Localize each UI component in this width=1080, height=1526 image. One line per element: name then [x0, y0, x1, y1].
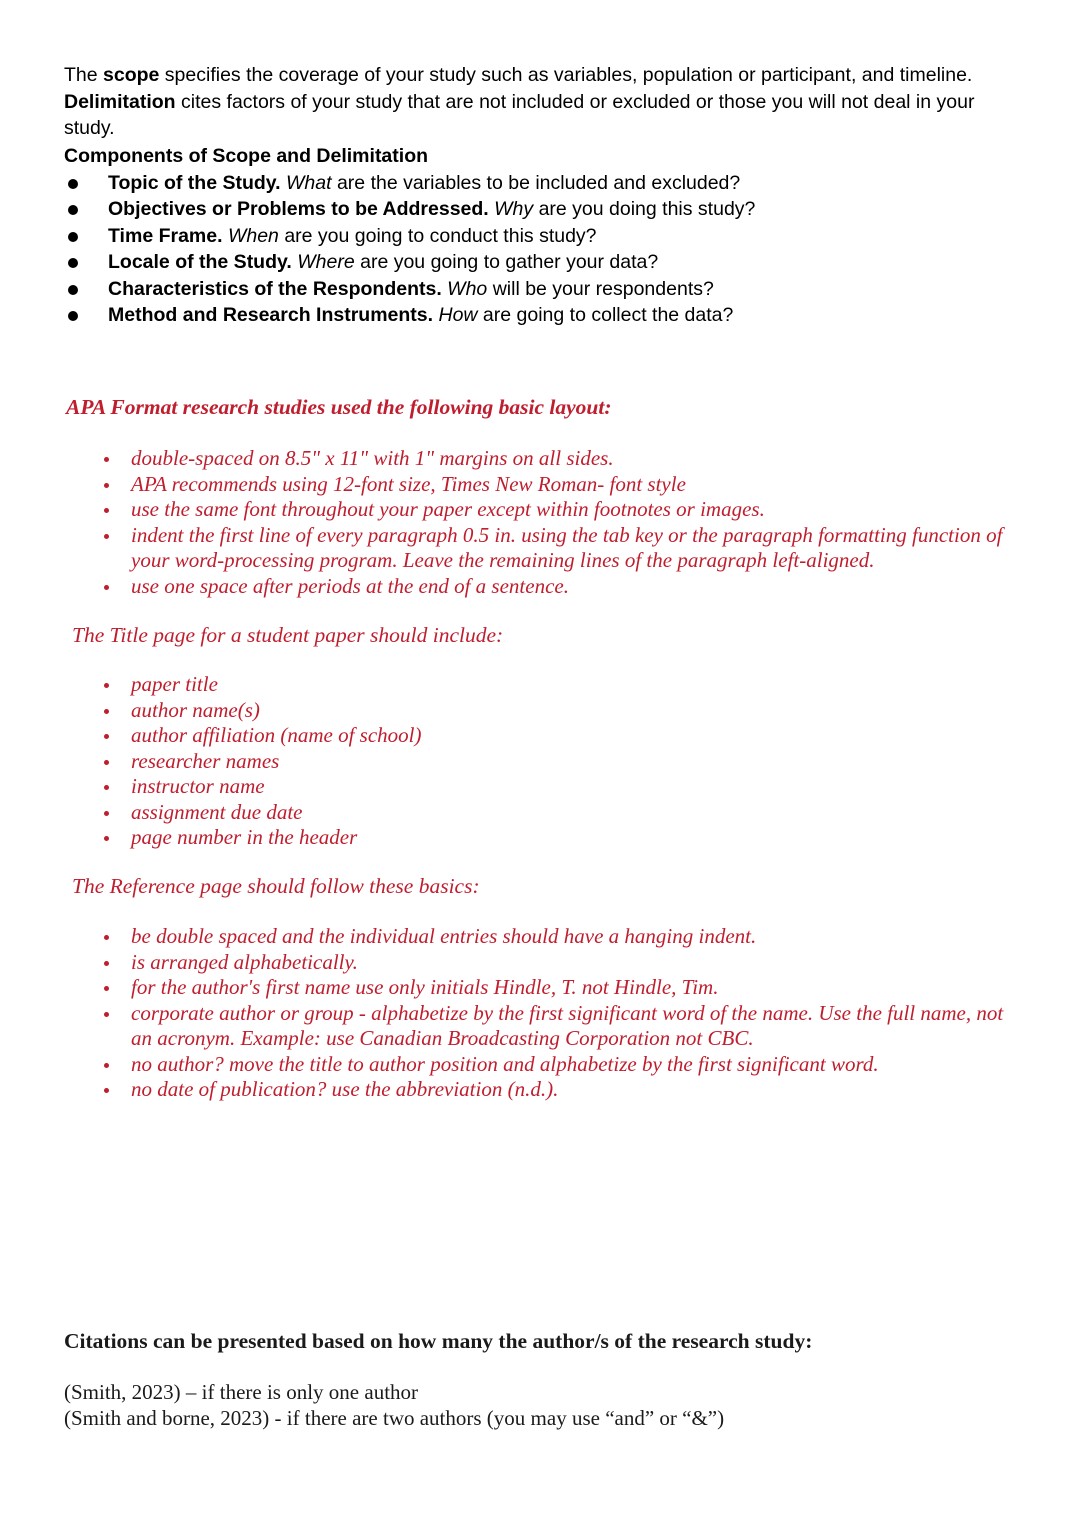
title-page-heading: The Title page for a student paper should include: — [72, 623, 504, 647]
bullet-icon — [104, 508, 109, 513]
component-question-word: Where — [297, 251, 355, 273]
bullet-icon — [68, 311, 78, 321]
list-item-text: APA recommends using 12-font size, Times New Roman- font style — [131, 471, 686, 496]
bullet-icon — [68, 258, 78, 268]
bullet-icon — [68, 285, 78, 295]
list-item — [64, 223, 1016, 250]
component-rest: are you doing this study? — [533, 198, 756, 220]
reference-page-heading: The Reference page should follow these basics: — [72, 874, 480, 898]
delimitation-term: Delimitation — [64, 90, 176, 113]
list-item — [64, 1052, 1024, 1078]
list-item-text: instructor name — [131, 774, 265, 798]
list-item — [64, 472, 1024, 498]
apa-layout-section — [64, 394, 1024, 599]
list-item — [64, 774, 1024, 800]
list-item-text: corporate author or group - alphabetize by the first significant word of the name. Use the full name, not an acronym. Example: use Canadian Broadcasting Corporation not CBC. — [131, 1000, 1004, 1050]
list-item — [64, 950, 1024, 976]
apa-layout-heading: APA Format research studies used the following basic layout: — [66, 395, 612, 419]
bullet-icon — [104, 734, 109, 739]
bullet-icon — [104, 986, 109, 991]
list-item-text: paper title — [131, 672, 218, 696]
list-item — [64, 672, 1024, 698]
component-rest: are you going to conduct this study? — [278, 224, 597, 247]
bullet-icon — [104, 1088, 109, 1093]
component-lead: Objectives or Problems to be Addressed. — [108, 198, 489, 220]
list-item — [64, 723, 1024, 749]
delimitation-rest: cites factors of your study that are not included or excluded or those you will not deal in your study. — [64, 90, 975, 139]
bullet-icon — [68, 232, 78, 242]
bullet-icon — [104, 534, 109, 539]
list-item — [64, 574, 1024, 600]
list-item-text: use the same font throughout your paper except within footnotes or images. — [131, 497, 765, 521]
bullet-icon — [104, 935, 109, 940]
list-item-text: use one space after periods at the end of a sentence. — [131, 573, 569, 598]
bullet-icon — [104, 961, 109, 966]
components-heading: Components of Scope and Delimitation — [64, 144, 429, 167]
list-item — [64, 196, 1016, 223]
bullet-icon — [68, 179, 78, 189]
component-lead: Characteristics of the Respondents. — [108, 277, 442, 300]
component-question-word: Why — [494, 198, 534, 220]
list-item-text: no author? move the title to author position and alphabetize by the first significant word. — [131, 1051, 879, 1076]
list-item — [64, 825, 1024, 851]
bullet-icon — [104, 585, 109, 590]
list-item — [64, 698, 1024, 724]
bullet-icon — [104, 709, 109, 714]
bullet-icon — [104, 836, 109, 841]
bullet-icon — [104, 483, 109, 488]
list-item — [64, 975, 1024, 1001]
scope-prefix: The — [64, 64, 104, 86]
scope-term: scope — [103, 64, 160, 86]
bullet-icon — [68, 205, 78, 215]
scope-rest: specifies the coverage of your study such as variables, population or participant, and timeline. — [159, 64, 973, 86]
component-lead: Method and Research Instruments. — [108, 304, 434, 326]
bullet-icon — [104, 1012, 109, 1017]
citation-line: (Smith, 2023) – if there is only one author — [64, 1380, 419, 1404]
list-item-text: page number in the header — [131, 825, 358, 849]
reference-page-list — [64, 924, 1024, 1103]
list-item — [64, 749, 1024, 775]
bullet-icon — [104, 1063, 109, 1068]
list-item — [64, 523, 1024, 574]
list-item-text: assignment due date — [131, 799, 303, 824]
bullet-icon — [104, 683, 109, 688]
list-item-text: be double spaced and the individual entries should have a hanging indent. — [131, 924, 757, 948]
component-question-word: Who — [447, 277, 488, 300]
list-item-text: indent the first line of every paragraph 0.5 in. using the tab key or the paragraph formatting function of your word-processing program. Leave the remaining lines of the paragraph left-aligned. — [131, 522, 1003, 572]
component-question-word: What — [286, 171, 332, 194]
component-lead: Time Frame. — [108, 224, 223, 247]
citation-line: (Smith and borne, 2023) - if there are two authors (you may use “and” or “&”) — [64, 1405, 725, 1430]
scope-paragraph — [64, 62, 1016, 89]
component-rest: will be your respondents? — [487, 277, 714, 300]
list-item — [64, 1077, 1024, 1103]
list-item-text: double-spaced on 8.5" x 11" with 1" margins on all sides. — [131, 446, 614, 470]
list-item — [64, 249, 1016, 276]
list-item — [64, 497, 1024, 523]
list-item — [64, 800, 1024, 826]
list-item — [64, 302, 1016, 329]
list-item — [64, 276, 1016, 303]
list-item-text: is arranged alphabetically. — [131, 949, 358, 974]
list-item-text: no date of publication? use the abbreviation (n.d.). — [131, 1077, 559, 1101]
scope-delimitation-section — [64, 62, 1016, 329]
component-question-word: How — [438, 304, 478, 326]
citations-heading: Citations can be presented based on how many the author/s of the research study: — [64, 1329, 813, 1353]
list-item-text: for the author's first name use only initials Hindle, T. not Hindle, Tim. — [131, 975, 719, 999]
bullet-icon — [104, 760, 109, 765]
component-rest: are you going to gather your data? — [354, 251, 659, 273]
list-item — [64, 170, 1016, 197]
component-lead: Topic of the Study. — [108, 171, 281, 194]
apa-layout-list — [64, 446, 1024, 599]
component-rest: are the variables to be included and excluded? — [331, 171, 741, 194]
list-item-text: researcher names — [131, 748, 280, 773]
list-item — [64, 1001, 1024, 1052]
component-question-word: When — [227, 224, 279, 247]
bullet-icon — [104, 457, 109, 462]
citations-section — [64, 1328, 1024, 1431]
list-item — [64, 446, 1024, 472]
components-list — [64, 170, 1016, 329]
delimitation-paragraph — [64, 89, 1016, 142]
reference-page-section — [64, 873, 1024, 1103]
bullet-icon — [104, 785, 109, 790]
title-page-list — [64, 672, 1024, 851]
list-item — [64, 924, 1024, 950]
component-lead: Locale of the Study. — [108, 251, 292, 273]
component-rest: are going to collect the data? — [477, 304, 734, 326]
bullet-icon — [104, 811, 109, 816]
list-item-text: author affiliation (name of school) — [131, 723, 422, 747]
list-item-text: author name(s) — [131, 697, 260, 722]
title-page-section — [64, 622, 1024, 851]
